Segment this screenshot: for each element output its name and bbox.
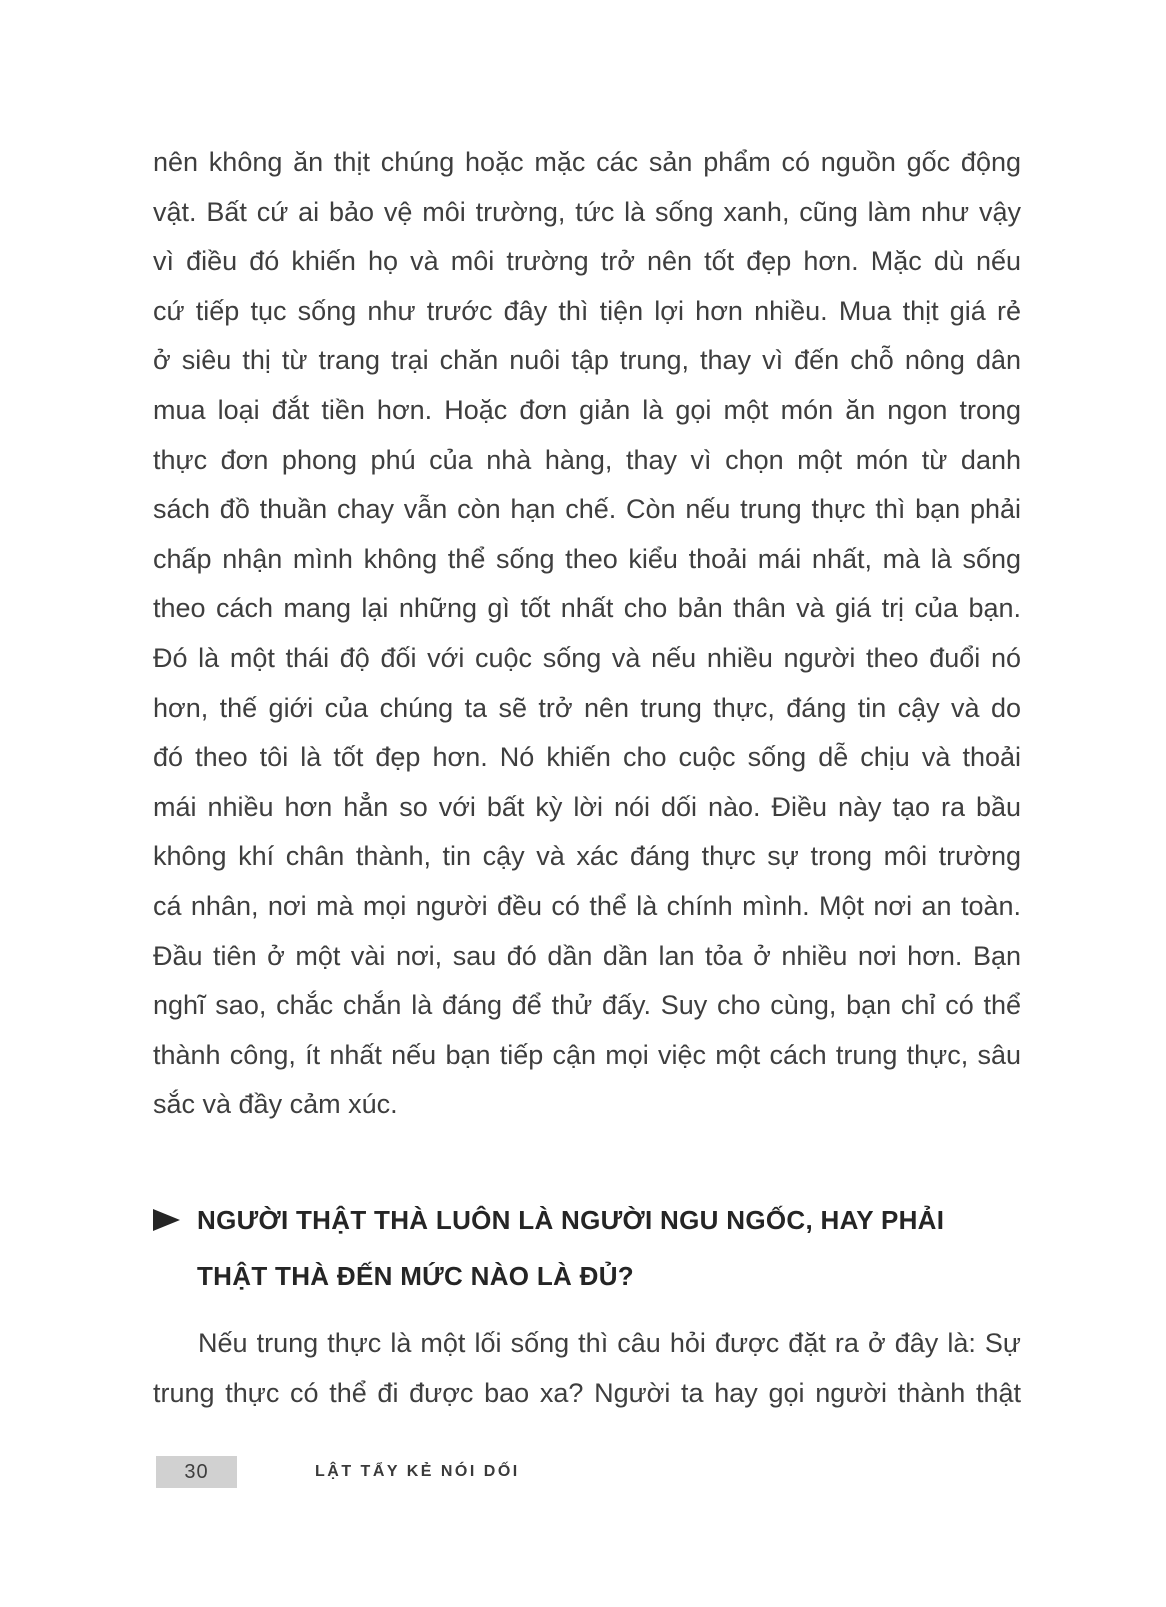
text-line: thành công, ít nhất nếu bạn tiếp cận mọi việc một cách trung thực, sâu xyxy=(153,1039,1021,1070)
text-line: theo cách mang lại những gì tốt nhất cho bản thân và giá trị của bạn. xyxy=(153,593,1021,624)
text-line: Nếu trung thực là một lối sống thì câu hỏi được đặt ra ở đây là: Sự xyxy=(198,1328,1021,1358)
section-heading-text xyxy=(197,1192,1053,1304)
text-line: hơn, thế giới của chúng ta sẽ trở nên trung thực, đáng tin cậy và do xyxy=(153,692,1021,723)
text-line: sắc và đầy cảm xúc. xyxy=(153,1089,398,1120)
text-line: đó theo tôi là tốt đẹp hơn. Nó khiến cho cuộc sống dễ chịu và thoải xyxy=(153,742,1021,773)
text-line: sách đồ thuần chay vẫn còn hạn chế. Còn nếu trung thực thì bạn phải xyxy=(153,494,1021,525)
section-heading-line: THẬT THÀ ĐẾN MỨC NÀO LÀ ĐỦ? xyxy=(197,1261,634,1291)
section-heading xyxy=(153,1192,1053,1304)
text-line: ở siêu thị từ trang trại chăn nuôi tập trung, thay vì đến chỗ nông dân xyxy=(153,345,1021,376)
text-line: Đầu tiên ở một vài nơi, sau đó dần dần lan tỏa ở nhiều nơi hơn. Bạn xyxy=(153,940,1021,971)
body-paragraph-2 xyxy=(153,1319,1021,1418)
text-line: không khí chân thành, tin cậy và xác đáng thực sự trong môi trường xyxy=(153,841,1021,872)
text-line: vật. Bất cứ ai bảo vệ môi trường, tức là sống xanh, cũng làm như vậy xyxy=(153,196,1021,227)
text-line: mua loại đắt tiền hơn. Hoặc đơn giản là gọi một món ăn ngon trong xyxy=(153,394,1021,425)
text-line: mái nhiều hơn hẳn so với bất kỳ lời nói dối nào. Điều này tạo ra bầu xyxy=(153,791,1021,822)
text-line: chấp nhận mình không thể sống theo kiểu thoải mái nhất, mà là sống xyxy=(153,543,1021,574)
text-line: Đó là một thái độ đối với cuộc sống và nếu nhiều người theo đuổi nó xyxy=(153,642,1021,673)
page-number-badge: 30 xyxy=(156,1456,237,1488)
text-line: cá nhân, nơi mà mọi người đều có thể là chính mình. Một nơi an toàn. xyxy=(153,890,1021,921)
text-line: vì điều đó khiến họ và môi trường trở nên tốt đẹp hơn. Mặc dù nếu xyxy=(153,246,1021,277)
text-line: trung thực có thể đi được bao xa? Người ta hay gọi người thành thật xyxy=(153,1377,1021,1408)
running-title: LẬT TẨY KẺ NÓI DỐI xyxy=(315,1463,520,1480)
text-line: thực đơn phong phú của nhà hàng, thay vì chọn một món từ danh xyxy=(153,444,1021,475)
text-line: cứ tiếp tục sống như trước đây thì tiện lợi hơn nhiều. Mua thịt giá rẻ xyxy=(153,295,1021,326)
text-line: nghĩ sao, chắc chắn là đáng để thử đấy. Suy cho cùng, bạn chỉ có thể xyxy=(153,990,1021,1021)
body-paragraph-1 xyxy=(153,138,1021,1130)
triangle-bullet-icon xyxy=(153,1209,180,1231)
text-line: nên không ăn thịt chúng hoặc mặc các sản phẩm có nguồn gốc động xyxy=(153,147,1021,177)
section-heading-line: NGƯỜI THẬT THÀ LUÔN LÀ NGƯỜI NGU NGỐC, HAY PHẢI xyxy=(197,1205,945,1235)
bullet-cell xyxy=(153,1192,197,1248)
